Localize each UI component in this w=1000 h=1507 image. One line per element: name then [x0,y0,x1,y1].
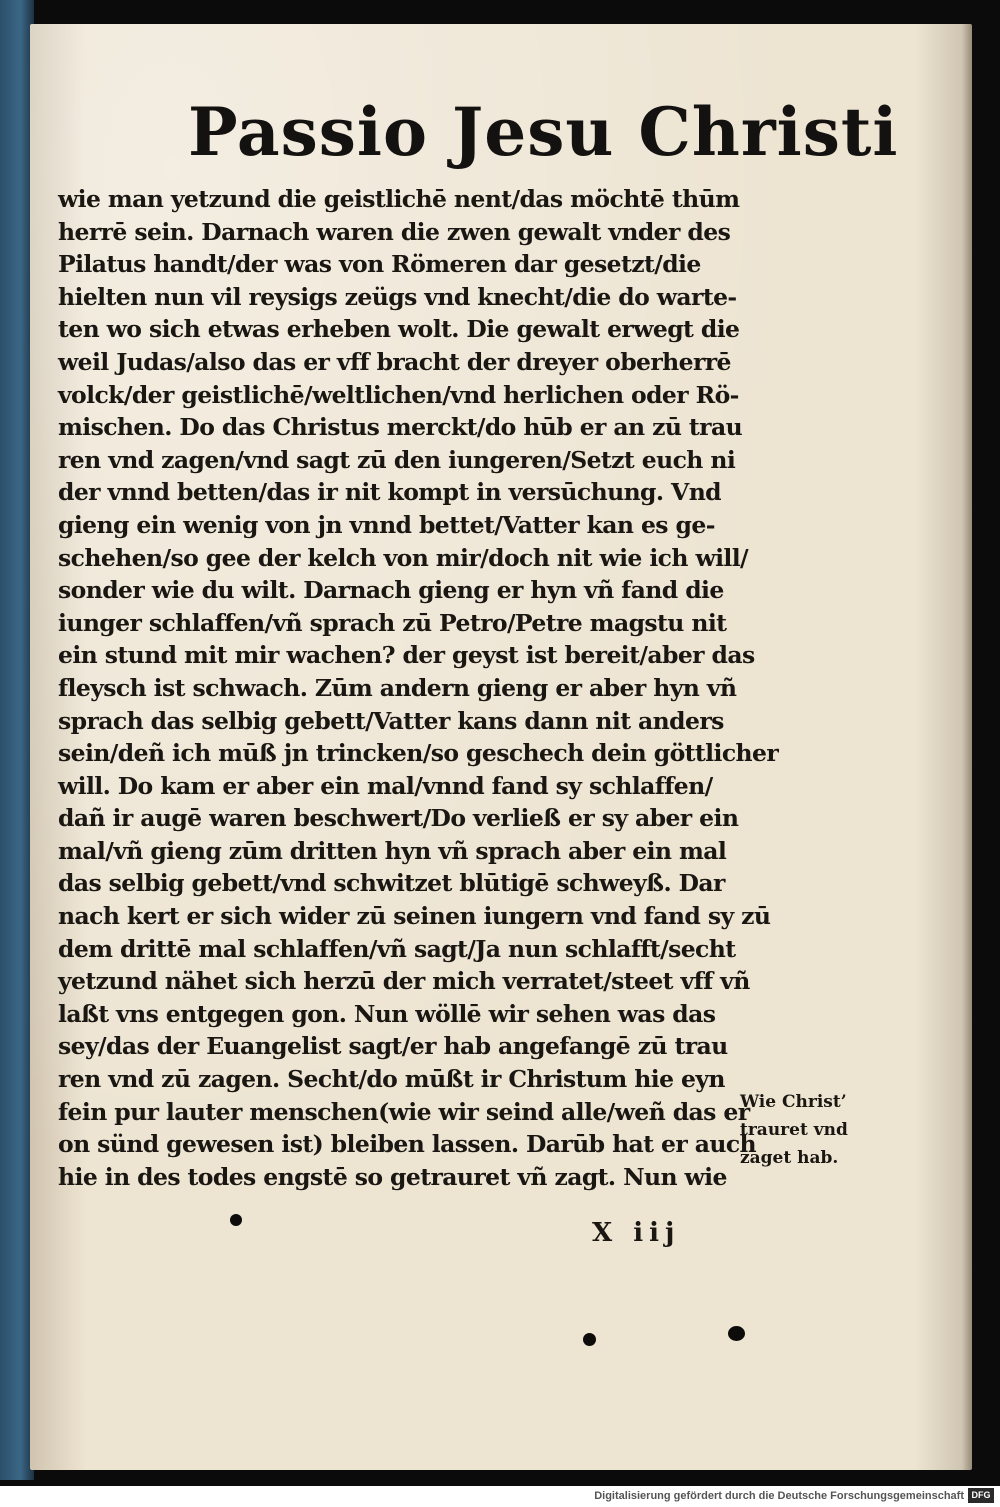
text-line: on sünd gewesen ist) bleiben lassen. Darūb hat er auch [58,1130,757,1159]
text-line: sonder wie du wilt. Darnach gieng er hyn vñ fand die [58,576,724,605]
marginal-note [740,1088,890,1172]
ink-blot [583,1333,596,1346]
text-line: yetzund nähet sich herzū der mich verratet/steet vff vñ [58,967,750,996]
text-line: ren vnd zagen/vnd sagt zū den iungeren/Setzt euch ni [58,445,736,474]
dfg-logo: DFG [968,1488,994,1503]
text-line: will. Do kam er aber ein mal/vnnd fand sy schlaffen/ [58,771,713,800]
text-line: iunger schlaffen/vñ sprach zū Petro/Petre magstu nit [58,608,727,637]
text-line: schehen/so gee der kelch von mir/doch nit wie ich will/ [58,543,749,572]
text-line: sey/das der Euangelist sagt/er hab angefangē zū trau [58,1032,728,1061]
text-line: sprach das selbig gebett/Vatter kans dann nit anders [58,706,724,735]
text-line: wie man yetzund die geistlichē nent/das möchtē thūm [58,185,740,213]
text-line: sein/deñ ich mūß jn trincken/so geschech dein göttlicher [58,739,779,768]
text-line: ren vnd zū zagen. Secht/do mūßt ir Christum hie eyn [58,1065,725,1094]
text-line: Pilatus handt/der was von Römeren dar gesetzt/die [58,250,701,279]
text-line: mal/vñ gieng zūm dritten hyn vñ sprach aber ein mal [58,836,727,865]
book-cover-edge [0,0,34,1480]
ink-blot [230,1214,242,1226]
text-line: nach kert er sich wider zū seinen iungern vnd fand sy zū [58,902,771,931]
text-line: der vnnd betten/das ir nit kompt in versūchung. Vnd [58,478,722,507]
digitization-credit: Digitalisierung gefördert durch die Deutsche Forschungsgemeinschaft [594,1490,964,1502]
marginal-note-line: zaget hab. [740,1148,839,1168]
text-line: herrē sein. Darnach waren die zwen gewalt vnder des [58,217,731,246]
marginal-note-line: trauret vnd [740,1120,848,1140]
text-line: weil Judas/also das er vff bracht der dreyer oberherrē [58,347,731,376]
ink-blot [728,1326,745,1341]
text-line: dañ ir augē waren beschwert/Do verließ er sy aber ein [58,804,739,833]
signature-mark: X iij [592,1218,681,1248]
text-line: volck/der geistlichē/weltlichen/vnd herlichen oder Rö- [58,380,739,409]
text-line: fein pur lauter menschen(wie wir seind alle/weñ das er [58,1097,750,1126]
text-line: dem drittē mal schlaffen/vñ sagt/Ja nun schlafft/secht [58,934,736,963]
text-line: ein stund mit mir wachen? der geyst ist bereit/aber das [58,641,755,670]
text-line: hielten nun vil reysigs zeügs vnd knecht/die do warte- [58,282,737,311]
text-line: hie in des todes engstē so getrauret vñ zagt. Nun wie [58,1162,727,1191]
marginal-note-line: Wie Christ’ [740,1092,847,1112]
text-line: das selbig gebett/vnd schwitzet blūtigē schweyß. Dar [58,869,725,898]
text-line: mischen. Do das Christus merckt/do hūb er an zū trau [58,413,743,442]
body-text [58,183,798,1193]
page-edge-shadow [962,24,972,1470]
text-line: ten wo sich etwas erheben wolt. Die gewalt erwegt die [58,315,740,344]
text-line: laßt vns entgegen gon. Nun wöllē wir sehen was das [58,999,716,1028]
text-line: gieng ein wenig von jn vnnd bettet/Vatter kan es ge- [58,510,715,539]
text-line: fleysch ist schwach. Zūm andern gieng er aber hyn vñ [58,673,737,702]
running-head: Passio Jesu Christi [188,93,899,171]
